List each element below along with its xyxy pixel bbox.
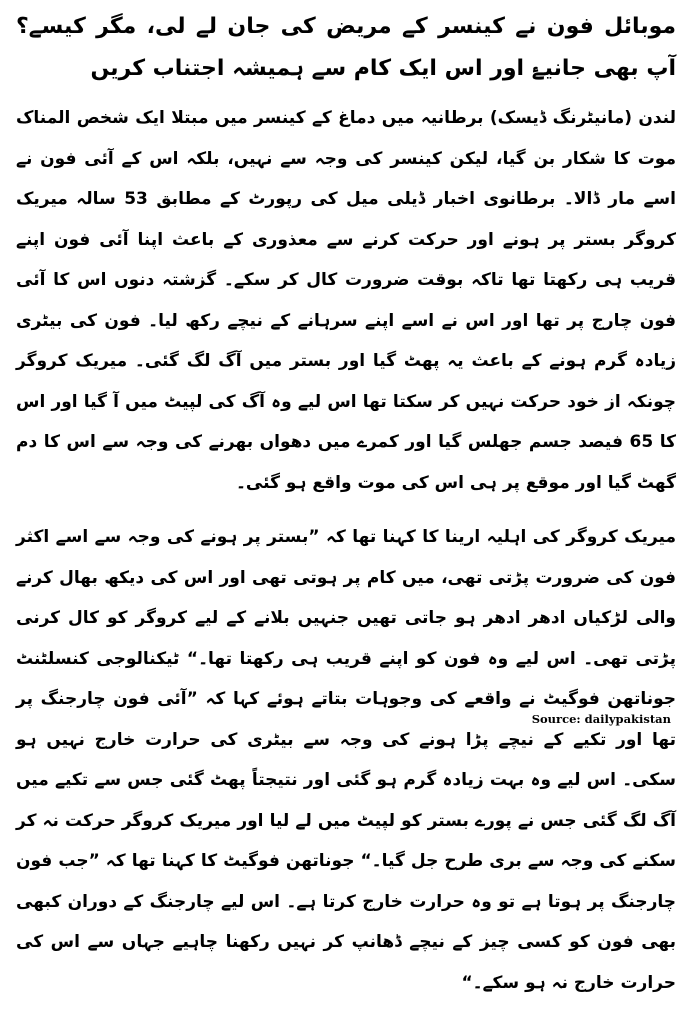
article-headline: موبائل فون نے کینسر کے مریض کی جان لے لی، مگر کیسے؟ آپ بھی جانیۓ اور اس ایک کام سے ہمیشہ اجتناب کریں [16,14,676,81]
source-credit: Source: dailypakistan [531,712,671,726]
article-paragraph-2: میریک کروگر کی اہلیہ ارینا کا کہنا تھا کہ ”بستر پر ہونے کی وجہ سے اسے اکثر فون کی ضرورت پڑتی تھی، میں کام پر ہوتی تھی اور اس کی دیکھ بھال کرنے والی لڑکیاں ادھر ادھر ہو جاتی تھیں جنہیں بلانے کے لیے کروگر کو کال کرنی پڑتی تھی۔ اس لیے وہ فون کو اپنے قریب ہی رکھتا تھا۔“ ٹیکنالوجی کنسلٹنٹ جوناتھن فوگیٹ نے واقعے کی وجوہات بتاتے ہوئے کہا کہ ”آئی فون چارجنگ پر تھا اور تکیے کے نیچے پڑا ہونے کی وجہ سے بیٹری کی حرارت خارج نہیں ہو سکی۔ اس لیے وہ بہت زیادہ گرم ہو گئی اور نتیجتاً پھٹ گئی جس سے تکیے میں آگ لگ گئی جس نے پورے بستر کو لپیٹ میں لے لیا اور میریک کروگر حرکت نہ کر سکنے کی وجہ سے بری طرح جل گیا۔“ جوناتھن فوگیٹ کا کہنا تھا کہ ”جب فون چارجنگ پر ہوتا ہے تو وہ حرارت خارج کرتا ہے۔ اس لیے چارجنگ کے دوران کبھی بھی فون کو کسی چیز کے نیچے ڈھانپ کر نہیں رکھنا چاہیے جہاں سے اس کی حرارت خارج نہ ہو سکے۔“ [16,527,676,993]
article [16,6,676,1017]
article-paragraph-1: لندن (مانیٹرنگ ڈیسک) برطانیہ میں دماغ کے کینسر میں مبتلا ایک شخص المناک موت کا شکار بن گیا، لیکن کینسر کی وجہ سے نہیں، بلکہ اس کے آئی فون نے اسے مار ڈالا۔ برطانوی اخبار ڈیلی میل کی رپورٹ کے مطابق 53 سالہ میریک کروگر بستر پر ہونے اور حرکت کرنے سے معذوری کے باعث اپنا آئی فون اپنے قریب ہی رکھتا تھا تاکہ بوقت ضرورت کال کر سکے۔ گزشتہ دنوں اس کا آئی فون چارج پر تھا اور اس نے اسے اپنے سرہانے کے نیچے رکھ لیا۔ فون کی بیٹری زیادہ گرم ہونے کے باعث یہ پھٹ گیا اور بستر میں آگ لگ گئی۔ میریک کروگر چونکہ از خود حرکت نہیں کر سکتا تھا اس لیے وہ آگ کی لپیٹ میں آ گیا اور اس کا 65 فیصد جسم جھلس گیا اور کمرے میں دھواں بھرنے کی وجہ سے اس کا دم گھٹ گیا اور موقع پر ہی اس کی موت واقع ہو گئی۔ [16,108,676,493]
